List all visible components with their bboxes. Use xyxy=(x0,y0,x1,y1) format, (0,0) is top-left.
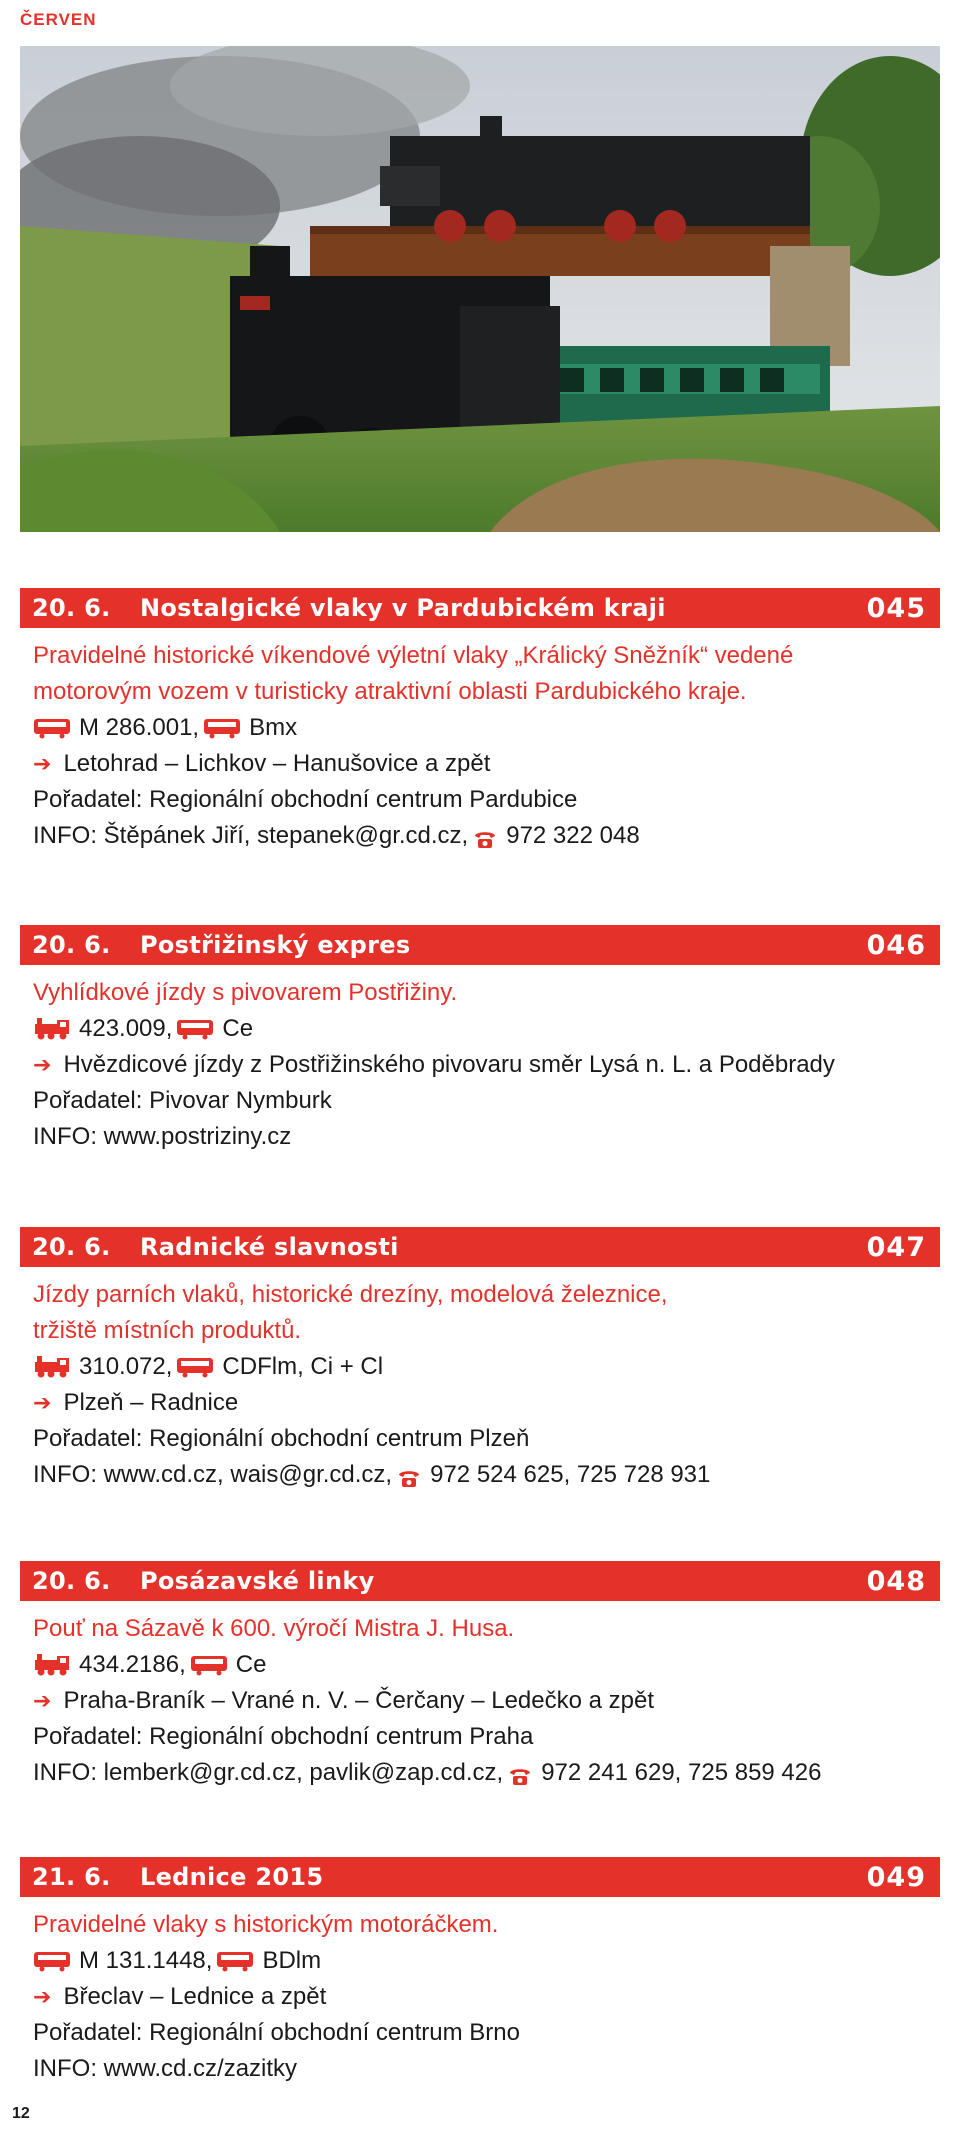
cars-label: BDlm xyxy=(262,1947,322,1974)
phone-icon xyxy=(396,1464,422,1486)
locomotive-label: M 286.001, xyxy=(79,714,200,741)
event-header xyxy=(20,1857,940,1897)
event-title: Lednice 2015 xyxy=(140,1863,324,1891)
event-organizer: Pořadatel: Regionální obchodní centrum Brno xyxy=(33,2019,520,2046)
event-route xyxy=(33,1979,940,2015)
event-organizer: Pořadatel: Regionální obchodní centrum Pardubice xyxy=(33,786,578,813)
steam-locomotive-icon xyxy=(33,1356,71,1378)
event-048 xyxy=(20,1561,940,1791)
event-code: 045 xyxy=(866,592,926,624)
route-text: Letohrad – Lichkov – Hanušovice a zpět xyxy=(63,750,491,777)
event-description-line: Pouť na Sázavě k 600. výročí Mistra J. Husa. xyxy=(33,1615,515,1642)
event-header xyxy=(20,925,940,965)
event-organizer: Pořadatel: Regionální obchodní centrum Praha xyxy=(33,1723,534,1750)
event-date: 20. 6. xyxy=(32,1567,111,1595)
event-description-line: Pravidelné historické víkendové výletní vlaky „Králický Sněžník“ vedené xyxy=(33,642,794,669)
event-vehicles xyxy=(33,710,940,746)
event-title: Posázavské linky xyxy=(140,1567,375,1595)
phone-number: 972 322 048 xyxy=(506,822,640,849)
railcar-icon xyxy=(33,1950,71,1972)
phone-number: 972 241 629, 725 859 426 xyxy=(541,1759,822,1786)
event-route xyxy=(33,1683,940,1719)
steam-locomotive-icon xyxy=(33,1018,71,1040)
event-code: 046 xyxy=(866,929,926,961)
event-date: 20. 6. xyxy=(32,931,111,959)
event-route xyxy=(33,746,940,782)
event-route xyxy=(33,1047,940,1083)
event-description-line: motorovým vozem v turisticky atraktivní oblasti Pardubického kraje. xyxy=(33,678,747,705)
arrow-icon: ➔ xyxy=(33,1052,52,1077)
event-title: Nostalgické vlaky v Pardubickém kraji xyxy=(140,594,666,622)
event-047 xyxy=(20,1227,940,1493)
event-code: 047 xyxy=(866,1231,926,1263)
event-date: 20. 6. xyxy=(32,1233,111,1261)
event-046 xyxy=(20,925,940,1155)
arrow-icon: ➔ xyxy=(33,1984,52,2009)
railcar-icon xyxy=(33,717,71,739)
info-text: INFO: www.cd.cz, wais@gr.cd.cz, xyxy=(33,1461,393,1488)
page-number: 12 xyxy=(12,2105,30,2122)
event-info xyxy=(33,818,940,854)
info-text: INFO: lemberk@gr.cd.cz, pavlik@zap.cd.cz, xyxy=(33,1759,504,1786)
event-vehicles xyxy=(33,1943,940,1979)
event-vehicles xyxy=(33,1349,940,1385)
event-code: 049 xyxy=(866,1861,926,1893)
cars-label: Ce xyxy=(235,1651,267,1678)
event-code: 048 xyxy=(866,1565,926,1597)
steam-train-photo xyxy=(20,46,940,532)
arrow-icon: ➔ xyxy=(33,1390,52,1415)
event-045 xyxy=(20,588,940,854)
railcar-icon xyxy=(190,1654,228,1676)
locomotive-label: 434.2186, xyxy=(79,1651,186,1678)
cars-label: Bmx xyxy=(249,714,298,741)
info-text: INFO: www.postriziny.cz xyxy=(33,1123,292,1150)
locomotive-label: 310.072, xyxy=(79,1353,173,1380)
event-049 xyxy=(20,1857,940,2087)
event-info xyxy=(33,2051,940,2087)
route-text: Plzeň – Radnice xyxy=(63,1389,239,1416)
railcar-icon xyxy=(203,717,241,739)
arrow-icon: ➔ xyxy=(33,1688,52,1713)
event-info xyxy=(33,1457,940,1493)
cars-label: CDFlm, Ci + Cl xyxy=(222,1353,384,1380)
route-text: Praha-Braník – Vrané n. V. – Čerčany – Ledečko a zpět xyxy=(63,1687,655,1714)
railcar-icon xyxy=(216,1950,254,1972)
arrow-icon: ➔ xyxy=(33,751,52,776)
event-header xyxy=(20,588,940,628)
event-date: 21. 6. xyxy=(32,1863,111,1891)
phone-icon xyxy=(507,1762,533,1784)
event-title: Postřižinský expres xyxy=(140,931,411,959)
railcar-icon xyxy=(176,1018,214,1040)
event-vehicles xyxy=(33,1011,940,1047)
event-description-line: Jízdy parních vlaků, historické drezíny, modelová železnice, xyxy=(33,1281,668,1308)
month-heading: ČERVEN xyxy=(20,10,97,29)
info-text: INFO: www.cd.cz/zazitky xyxy=(33,2055,298,2082)
railcar-icon xyxy=(176,1356,214,1378)
event-vehicles xyxy=(33,1647,940,1683)
route-text: Břeclav – Lednice a zpět xyxy=(63,1983,327,2010)
event-organizer: Pořadatel: Pivovar Nymburk xyxy=(33,1087,332,1114)
phone-number: 972 524 625, 725 728 931 xyxy=(430,1461,711,1488)
event-route xyxy=(33,1385,940,1421)
cars-label: Ce xyxy=(222,1015,254,1042)
event-description-line: Pravidelné vlaky s historickým motoráčkem. xyxy=(33,1911,499,1938)
event-description-line: Vyhlídkové jízdy s pivovarem Postřižiny. xyxy=(33,979,458,1006)
event-description-line: tržiště místních produktů. xyxy=(33,1317,302,1344)
event-date: 20. 6. xyxy=(32,594,111,622)
event-header xyxy=(20,1227,940,1267)
locomotive-label: M 131.1448, xyxy=(79,1947,213,1974)
phone-icon xyxy=(472,825,498,847)
info-text: INFO: Štěpánek Jiří, stepanek@gr.cd.cz, xyxy=(33,822,469,849)
locomotive-label: 423.009, xyxy=(79,1015,173,1042)
steam-locomotive-icon xyxy=(33,1654,71,1676)
event-info xyxy=(33,1119,940,1155)
event-header xyxy=(20,1561,940,1601)
event-organizer: Pořadatel: Regionální obchodní centrum Plzeň xyxy=(33,1425,530,1452)
route-text: Hvězdicové jízdy z Postřižinského pivovaru směr Lysá n. L. a Poděbrady xyxy=(63,1051,835,1078)
event-title: Radnické slavnosti xyxy=(140,1233,399,1261)
event-info xyxy=(33,1755,940,1791)
